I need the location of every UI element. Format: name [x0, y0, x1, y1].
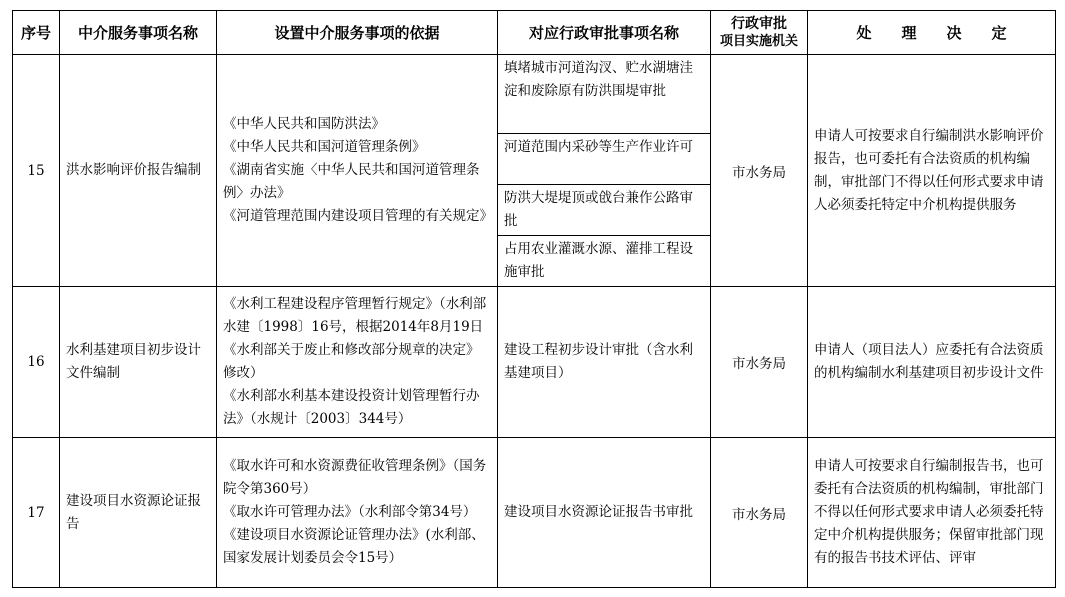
header-agency: [711, 11, 808, 55]
basis-item: 《水利工程建设程序管理暂行规定》（水利部水建〔1998〕16号，根据2014年8月19日《水利部关于废止和修改部分规章的决定》修改）: [223, 296, 487, 381]
row-basis: [217, 438, 498, 588]
basis-item: 《建设项目水资源论证管理办法》(水利部、国家发展计划委员会令15号）: [223, 527, 485, 566]
row-approvals: [498, 55, 711, 287]
approval-item: 防洪大堤堤顶或戗台兼作公路审批: [498, 184, 710, 235]
row-agency: 市水务局: [711, 55, 808, 287]
table-row: [13, 287, 1056, 438]
basis-item: 《水利部水利基本建设投资计划管理暂行办法》（水规计〔2003〕344号）: [223, 388, 480, 427]
basis-item: 《取水许可和水资源费征收管理条例》（国务院令第360号）: [223, 458, 487, 497]
header-seq: 序号: [13, 11, 60, 55]
intermediary-services-table: [12, 10, 1056, 588]
basis-item: 《取水许可管理办法》（水利部令第34号）: [223, 504, 477, 520]
row-agency: 市水务局: [711, 438, 808, 588]
row-name: 洪水影响评价报告编制: [60, 55, 217, 287]
header-row: [13, 11, 1056, 55]
row-name: 水利基建项目初步设计文件编制: [60, 287, 217, 438]
row-decision: 申请人可按要求自行编制洪水影响评价报告，也可委托有合法资质的机构编制，审批部门不得以任何形式要求申请人必须委托特定中介机构提供服务: [808, 55, 1056, 287]
approval-item: 河道范围内采砂等生产作业许可: [498, 133, 710, 184]
basis-item: 《中华人民共和国河道管理条例》: [223, 139, 426, 155]
header-approval: 对应行政审批事项名称: [498, 11, 711, 55]
basis-item: 《湖南省实施〈中华人民共和国河道管理条例〉办法》: [223, 162, 480, 201]
row-decision: 申请人可按要求自行编制报告书，也可委托有合法资质的机构编制，审批部门不得以任何形式要求申请人必须委托特定中介机构提供服务；保留审批部门现有的报告书技术评估、评审: [808, 438, 1056, 588]
row-decision: 申请人（项目法人）应委托有合法资质的机构编制水利基建项目初步设计文件: [808, 287, 1056, 438]
table-row: [13, 438, 1056, 588]
row-seq: 17: [13, 438, 60, 588]
basis-item: 《河道管理范围内建设项目管理的有关规定》: [223, 208, 493, 224]
header-basis: 设置中介服务事项的依据: [217, 11, 498, 55]
row-basis: [217, 55, 498, 287]
row-approvals: 建设项目水资源论证报告书审批: [498, 438, 711, 588]
table-row: [13, 55, 1056, 287]
basis-item: 《中华人民共和国防洪法》: [223, 116, 385, 132]
row-name: 建设项目水资源论证报告: [60, 438, 217, 588]
row-approvals: 建设工程初步设计审批（含水利基建项目）: [498, 287, 711, 438]
row-agency: 市水务局: [711, 287, 808, 438]
approval-item: 填堵城市河道沟汊、贮水湖塘洼淀和废除原有防洪围堤审批: [504, 60, 693, 99]
row-seq: 15: [13, 55, 60, 287]
header-decision: 处 理 决 定: [808, 11, 1056, 55]
approval-item: 占用农业灌溉水源、灌排工程设施审批: [498, 235, 710, 286]
header-agency-line1: 行政审批: [731, 15, 787, 32]
row-seq: 16: [13, 287, 60, 438]
header-name: 中介服务事项名称: [60, 11, 217, 55]
row-basis: [217, 287, 498, 438]
header-agency-line2: 项目实施机关: [719, 33, 798, 49]
